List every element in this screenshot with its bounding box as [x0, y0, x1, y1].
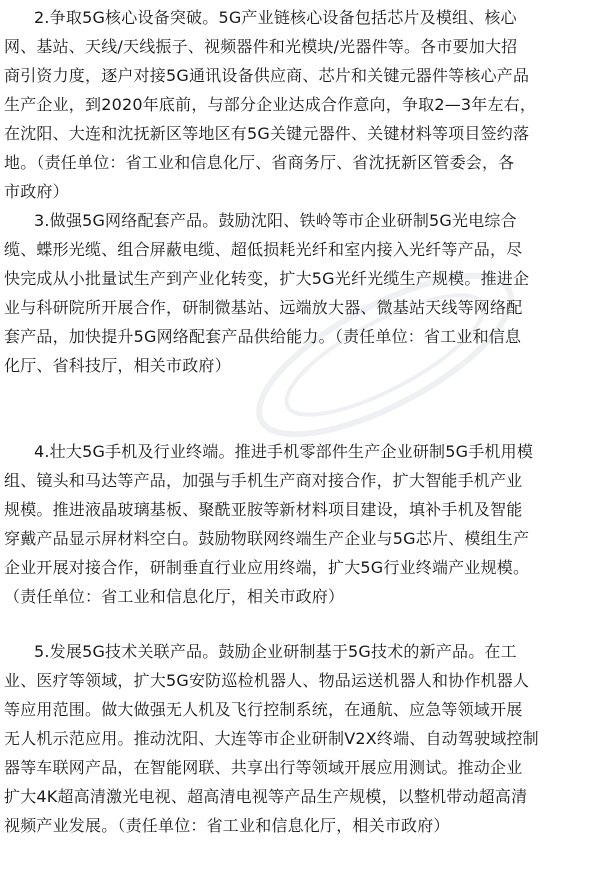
paragraph-2-line-4: 业与科研院所开展合作，研制微基站、远端放大器、微基站天线等网络配 [4, 298, 523, 317]
paragraph-3-line-4: 穿戴产品显示屏材料空白。鼓励物联网终端生产企业与5G芯片、模组生产 [4, 529, 530, 548]
paragraph-4-line-1: 5.发展5G技术关联产品。鼓励企业研制基于5G技术的新产品。在工 [34, 642, 517, 661]
paragraph-3-line-6: （责任单位：省工业和信息化厅，相关市政府） [4, 587, 345, 606]
paragraph-1-line-2: 网、基站、天线/天线振子、视频器件和光模块/光器件等。各市要加大招 [4, 37, 518, 56]
paragraph-2-line-1: 3.做强5G网络配套产品。鼓励沈阳、铁岭等市企业研制5G光电综合 [34, 211, 517, 230]
paragraph-4-line-7: 视频产业发展。（责任单位：省工业和信息化厅，相关市政府） [4, 816, 450, 835]
paragraph-1-line-7: 市政府） [4, 182, 69, 201]
paragraph-3-line-5: 企业开展对接合作，研制垂直行业应用终端，扩大5G行业终端产业规模。 [4, 558, 530, 577]
paragraph-4-line-2: 业、医疗等领域，扩大5G安防巡检机器人、物品运送机器人和协作机器人 [4, 671, 530, 690]
paragraph-1-line-5: 在沈阳、大连和沈抚新区等地区有5G关键元器件、关键材料等项目签约落 [4, 124, 530, 143]
paragraph-4-line-6: 扩大4K超高清激光电视、超高清电视等产品生产规模，以整机带动超高清 [4, 787, 528, 806]
paragraph-1-line-6: 地。（责任单位：省工业和信息化厅、省商务厅、省沈抚新区管委会，各 [4, 153, 515, 172]
paragraph-4-line-5: 器等车联网产品，在智能网联、共享出行等领域开展应用测试。推动企业 [4, 758, 523, 777]
paragraph-4-line-4: 无人机示范应用。推动沈阳、大连等市企业研制V2X终端、自动驾驶域控制 [4, 729, 539, 748]
paragraph-1-line-1: 2.争取5G核心设备突破。5G产业链核心设备包括芯片及模组、核心 [34, 8, 517, 27]
paragraph-2-line-5: 套产品，加快提升5G网络配套产品供给能力。（责任单位：省工业和信息 [4, 327, 522, 346]
paragraph-3-line-2: 组、镜头和马达等产品，加强与手机生产商对接合作，扩大智能手机产业 [4, 471, 523, 490]
paragraph-3-line-3: 规模。推进液晶玻璃基板、聚酰亚胺等新材料项目建设，填补手机及智能 [4, 500, 523, 519]
paragraph-2-line-6: 化厅、省科技厅，相关市政府） [4, 356, 231, 375]
paragraph-1-line-4: 生产企业，到2020年底前，与部分企业达成合作意向，争取2—3年左右， [4, 95, 537, 114]
paragraph-3-line-1: 4.壮大5G手机及行业终端。推进手机零部件生产企业研制5G手机用模 [34, 442, 534, 461]
paragraph-1-line-3: 商引资力度，逐户对接5G通讯设备供应商、芯片和关键元器件等核心产品 [4, 66, 530, 85]
paragraph-2-line-3: 快完成从小批量试生产到产业化转变，扩大5G光纤光缆生产规模。推进企 [4, 269, 530, 288]
paragraph-2-line-2: 缆、蝶形光缆、组合屏蔽电缆、超低损耗光纤和室内接入光纤等产品，尽 [4, 240, 523, 259]
paragraph-4-line-3: 等应用范围。做大做强无人机及飞行控制系统，在通航、应急等领域开展 [4, 700, 523, 719]
